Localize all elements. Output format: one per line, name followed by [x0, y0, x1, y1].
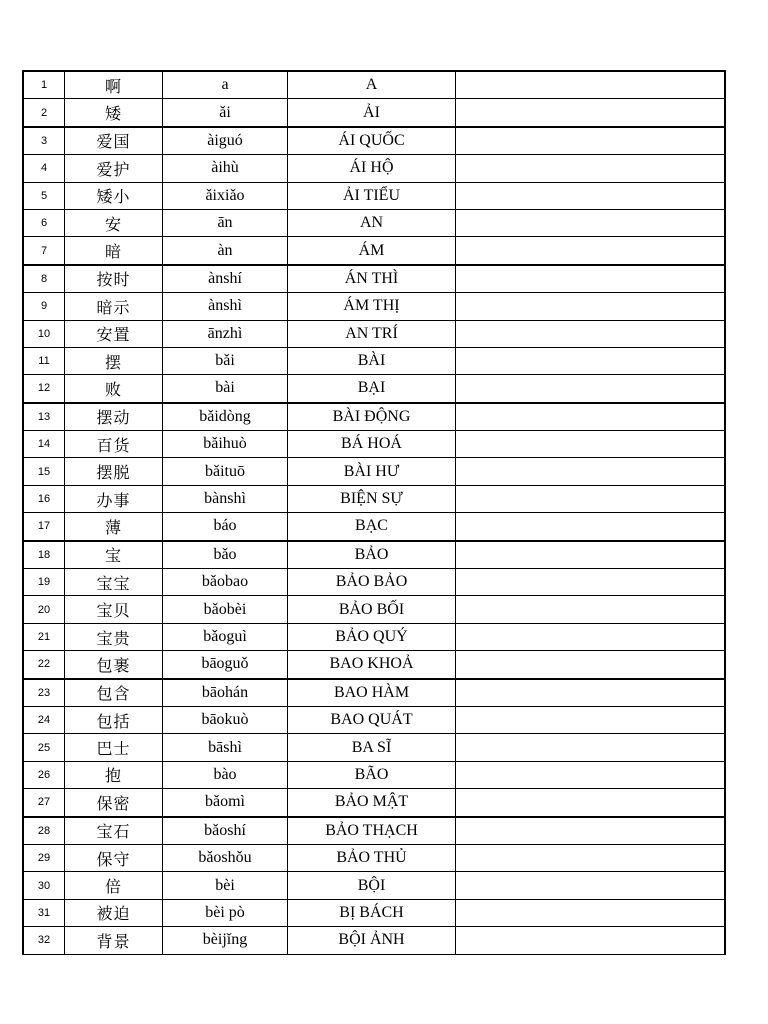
vietnamese-cell: BẠC: [288, 513, 456, 541]
vietnamese-cell: BỊ BÁCH: [288, 899, 456, 926]
row-number: 23: [23, 679, 65, 707]
hanzi-cell: 宝贵: [65, 623, 163, 650]
row-number: 24: [23, 706, 65, 733]
pinyin-cell: bǎidòng: [163, 403, 288, 431]
table-row: [23, 513, 725, 541]
table-row: [23, 71, 725, 99]
table-row: [23, 899, 725, 926]
table-row: [23, 844, 725, 871]
pinyin-cell: ǎixiǎo: [163, 182, 288, 209]
table-row: [23, 182, 725, 209]
vietnamese-cell: BỘI ẢNH: [288, 927, 456, 954]
blank-cell: [456, 706, 726, 733]
table-row: [23, 237, 725, 265]
blank-cell: [456, 899, 726, 926]
row-number: 14: [23, 431, 65, 458]
blank-cell: [456, 485, 726, 512]
row-number: 27: [23, 789, 65, 817]
table-row: [23, 734, 725, 761]
pinyin-cell: bǎoguì: [163, 623, 288, 650]
pinyin-cell: bǎihuò: [163, 431, 288, 458]
row-number: 26: [23, 761, 65, 788]
pinyin-cell: ānzhì: [163, 320, 288, 347]
blank-cell: [456, 734, 726, 761]
table-row: [23, 596, 725, 623]
table-row: [23, 375, 725, 403]
vietnamese-cell: BÀI HƯ: [288, 458, 456, 485]
table-row: [23, 817, 725, 845]
vocabulary-table-body: [23, 71, 725, 954]
table-row: [23, 872, 725, 899]
pinyin-cell: bài: [163, 375, 288, 403]
pinyin-cell: bāshì: [163, 734, 288, 761]
table-row: [23, 789, 725, 817]
vietnamese-cell: ẢI: [288, 99, 456, 127]
blank-cell: [456, 623, 726, 650]
hanzi-cell: 矮小: [65, 182, 163, 209]
pinyin-cell: ànshì: [163, 293, 288, 320]
hanzi-cell: 背景: [65, 927, 163, 954]
vietnamese-cell: AN TRÍ: [288, 320, 456, 347]
pinyin-cell: bǎoshí: [163, 817, 288, 845]
hanzi-cell: 抱: [65, 761, 163, 788]
row-number: 28: [23, 817, 65, 845]
table-row: [23, 761, 725, 788]
pinyin-cell: bǎomì: [163, 789, 288, 817]
hanzi-cell: 摆脱: [65, 458, 163, 485]
hanzi-cell: 摆动: [65, 403, 163, 431]
table-row: [23, 293, 725, 320]
row-number: 4: [23, 155, 65, 182]
table-row: [23, 320, 725, 347]
pinyin-cell: bǎoshǒu: [163, 844, 288, 871]
row-number: 25: [23, 734, 65, 761]
blank-cell: [456, 265, 726, 293]
vietnamese-cell: BAO QUÁT: [288, 706, 456, 733]
table-row: [23, 265, 725, 293]
table-row: [23, 155, 725, 182]
hanzi-cell: 爱护: [65, 155, 163, 182]
row-number: 5: [23, 182, 65, 209]
table-row: [23, 927, 725, 954]
row-number: 2: [23, 99, 65, 127]
row-number: 21: [23, 623, 65, 650]
hanzi-cell: 啊: [65, 71, 163, 99]
vietnamese-cell: BẢO MẬT: [288, 789, 456, 817]
pinyin-cell: bèi pò: [163, 899, 288, 926]
vietnamese-cell: BẢO: [288, 541, 456, 569]
table-row: [23, 458, 725, 485]
row-number: 32: [23, 927, 65, 954]
vocabulary-table: [22, 70, 726, 955]
vietnamese-cell: ÁN THÌ: [288, 265, 456, 293]
pinyin-cell: a: [163, 71, 288, 99]
pinyin-cell: àiguó: [163, 127, 288, 155]
blank-cell: [456, 347, 726, 374]
blank-cell: [456, 844, 726, 871]
vietnamese-cell: ÁM: [288, 237, 456, 265]
row-number: 19: [23, 569, 65, 596]
vietnamese-cell: BÀI ĐỘNG: [288, 403, 456, 431]
blank-cell: [456, 513, 726, 541]
pinyin-cell: ān: [163, 209, 288, 236]
hanzi-cell: 保密: [65, 789, 163, 817]
hanzi-cell: 暗: [65, 237, 163, 265]
pinyin-cell: báo: [163, 513, 288, 541]
blank-cell: [456, 320, 726, 347]
vietnamese-cell: BẢO BẢO: [288, 569, 456, 596]
row-number: 16: [23, 485, 65, 512]
table-row: [23, 99, 725, 127]
table-row: [23, 706, 725, 733]
pinyin-cell: bànshì: [163, 485, 288, 512]
pinyin-cell: bèi: [163, 872, 288, 899]
row-number: 3: [23, 127, 65, 155]
row-number: 9: [23, 293, 65, 320]
table-row: [23, 569, 725, 596]
vietnamese-cell: BAO KHOẢ: [288, 651, 456, 679]
vietnamese-cell: BẢO BỐI: [288, 596, 456, 623]
hanzi-cell: 爱国: [65, 127, 163, 155]
row-number: 15: [23, 458, 65, 485]
row-number: 12: [23, 375, 65, 403]
row-number: 7: [23, 237, 65, 265]
row-number: 6: [23, 209, 65, 236]
pinyin-cell: bèijǐng: [163, 927, 288, 954]
row-number: 11: [23, 347, 65, 374]
blank-cell: [456, 155, 726, 182]
vietnamese-cell: A: [288, 71, 456, 99]
blank-cell: [456, 71, 726, 99]
hanzi-cell: 薄: [65, 513, 163, 541]
hanzi-cell: 倍: [65, 872, 163, 899]
vietnamese-cell: BẢO QUÝ: [288, 623, 456, 650]
hanzi-cell: 矮: [65, 99, 163, 127]
hanzi-cell: 包裹: [65, 651, 163, 679]
hanzi-cell: 败: [65, 375, 163, 403]
row-number: 10: [23, 320, 65, 347]
hanzi-cell: 按时: [65, 265, 163, 293]
blank-cell: [456, 375, 726, 403]
hanzi-cell: 宝石: [65, 817, 163, 845]
blank-cell: [456, 927, 726, 954]
blank-cell: [456, 789, 726, 817]
blank-cell: [456, 761, 726, 788]
hanzi-cell: 被迫: [65, 899, 163, 926]
vietnamese-cell: BÃO: [288, 761, 456, 788]
row-number: 1: [23, 71, 65, 99]
vietnamese-cell: ÁM THỊ: [288, 293, 456, 320]
pinyin-cell: bǎo: [163, 541, 288, 569]
row-number: 29: [23, 844, 65, 871]
blank-cell: [456, 817, 726, 845]
hanzi-cell: 巴士: [65, 734, 163, 761]
table-row: [23, 209, 725, 236]
blank-cell: [456, 679, 726, 707]
vietnamese-cell: AN: [288, 209, 456, 236]
table-row: [23, 485, 725, 512]
row-number: 17: [23, 513, 65, 541]
blank-cell: [456, 293, 726, 320]
blank-cell: [456, 596, 726, 623]
table-row: [23, 541, 725, 569]
pinyin-cell: àihù: [163, 155, 288, 182]
vietnamese-cell: BA SĨ: [288, 734, 456, 761]
hanzi-cell: 办事: [65, 485, 163, 512]
hanzi-cell: 摆: [65, 347, 163, 374]
blank-cell: [456, 403, 726, 431]
pinyin-cell: ǎi: [163, 99, 288, 127]
vietnamese-cell: BAO HÀM: [288, 679, 456, 707]
blank-cell: [456, 99, 726, 127]
blank-cell: [456, 182, 726, 209]
blank-cell: [456, 127, 726, 155]
pinyin-cell: bǎituō: [163, 458, 288, 485]
blank-cell: [456, 651, 726, 679]
vietnamese-cell: BIỆN SỰ: [288, 485, 456, 512]
row-number: 22: [23, 651, 65, 679]
pinyin-cell: bāohán: [163, 679, 288, 707]
blank-cell: [456, 209, 726, 236]
blank-cell: [456, 458, 726, 485]
hanzi-cell: 百货: [65, 431, 163, 458]
hanzi-cell: 包括: [65, 706, 163, 733]
vietnamese-cell: BẢO THẠCH: [288, 817, 456, 845]
pinyin-cell: bǎi: [163, 347, 288, 374]
pinyin-cell: bǎobao: [163, 569, 288, 596]
pinyin-cell: bāoguǒ: [163, 651, 288, 679]
blank-cell: [456, 872, 726, 899]
hanzi-cell: 宝贝: [65, 596, 163, 623]
hanzi-cell: 暗示: [65, 293, 163, 320]
pinyin-cell: ànshí: [163, 265, 288, 293]
table-row: [23, 679, 725, 707]
table-row: [23, 623, 725, 650]
vietnamese-cell: ẢI TIỂU: [288, 182, 456, 209]
row-number: 30: [23, 872, 65, 899]
vietnamese-cell: BÀI: [288, 347, 456, 374]
vietnamese-cell: BỘI: [288, 872, 456, 899]
row-number: 18: [23, 541, 65, 569]
hanzi-cell: 宝宝: [65, 569, 163, 596]
row-number: 31: [23, 899, 65, 926]
hanzi-cell: 保守: [65, 844, 163, 871]
pinyin-cell: bāokuò: [163, 706, 288, 733]
blank-cell: [456, 431, 726, 458]
vietnamese-cell: ÁI QUỐC: [288, 127, 456, 155]
hanzi-cell: 安置: [65, 320, 163, 347]
hanzi-cell: 宝: [65, 541, 163, 569]
vietnamese-cell: BÁ HOÁ: [288, 431, 456, 458]
blank-cell: [456, 569, 726, 596]
hanzi-cell: 包含: [65, 679, 163, 707]
hanzi-cell: 安: [65, 209, 163, 236]
table-row: [23, 347, 725, 374]
pinyin-cell: àn: [163, 237, 288, 265]
table-row: [23, 651, 725, 679]
row-number: 13: [23, 403, 65, 431]
table-row: [23, 127, 725, 155]
vietnamese-cell: BẠI: [288, 375, 456, 403]
pinyin-cell: bào: [163, 761, 288, 788]
table-row: [23, 431, 725, 458]
vietnamese-cell: BẢO THỦ: [288, 844, 456, 871]
blank-cell: [456, 541, 726, 569]
table-row: [23, 403, 725, 431]
pinyin-cell: bǎobèi: [163, 596, 288, 623]
blank-cell: [456, 237, 726, 265]
row-number: 8: [23, 265, 65, 293]
row-number: 20: [23, 596, 65, 623]
vietnamese-cell: ÁI HỘ: [288, 155, 456, 182]
